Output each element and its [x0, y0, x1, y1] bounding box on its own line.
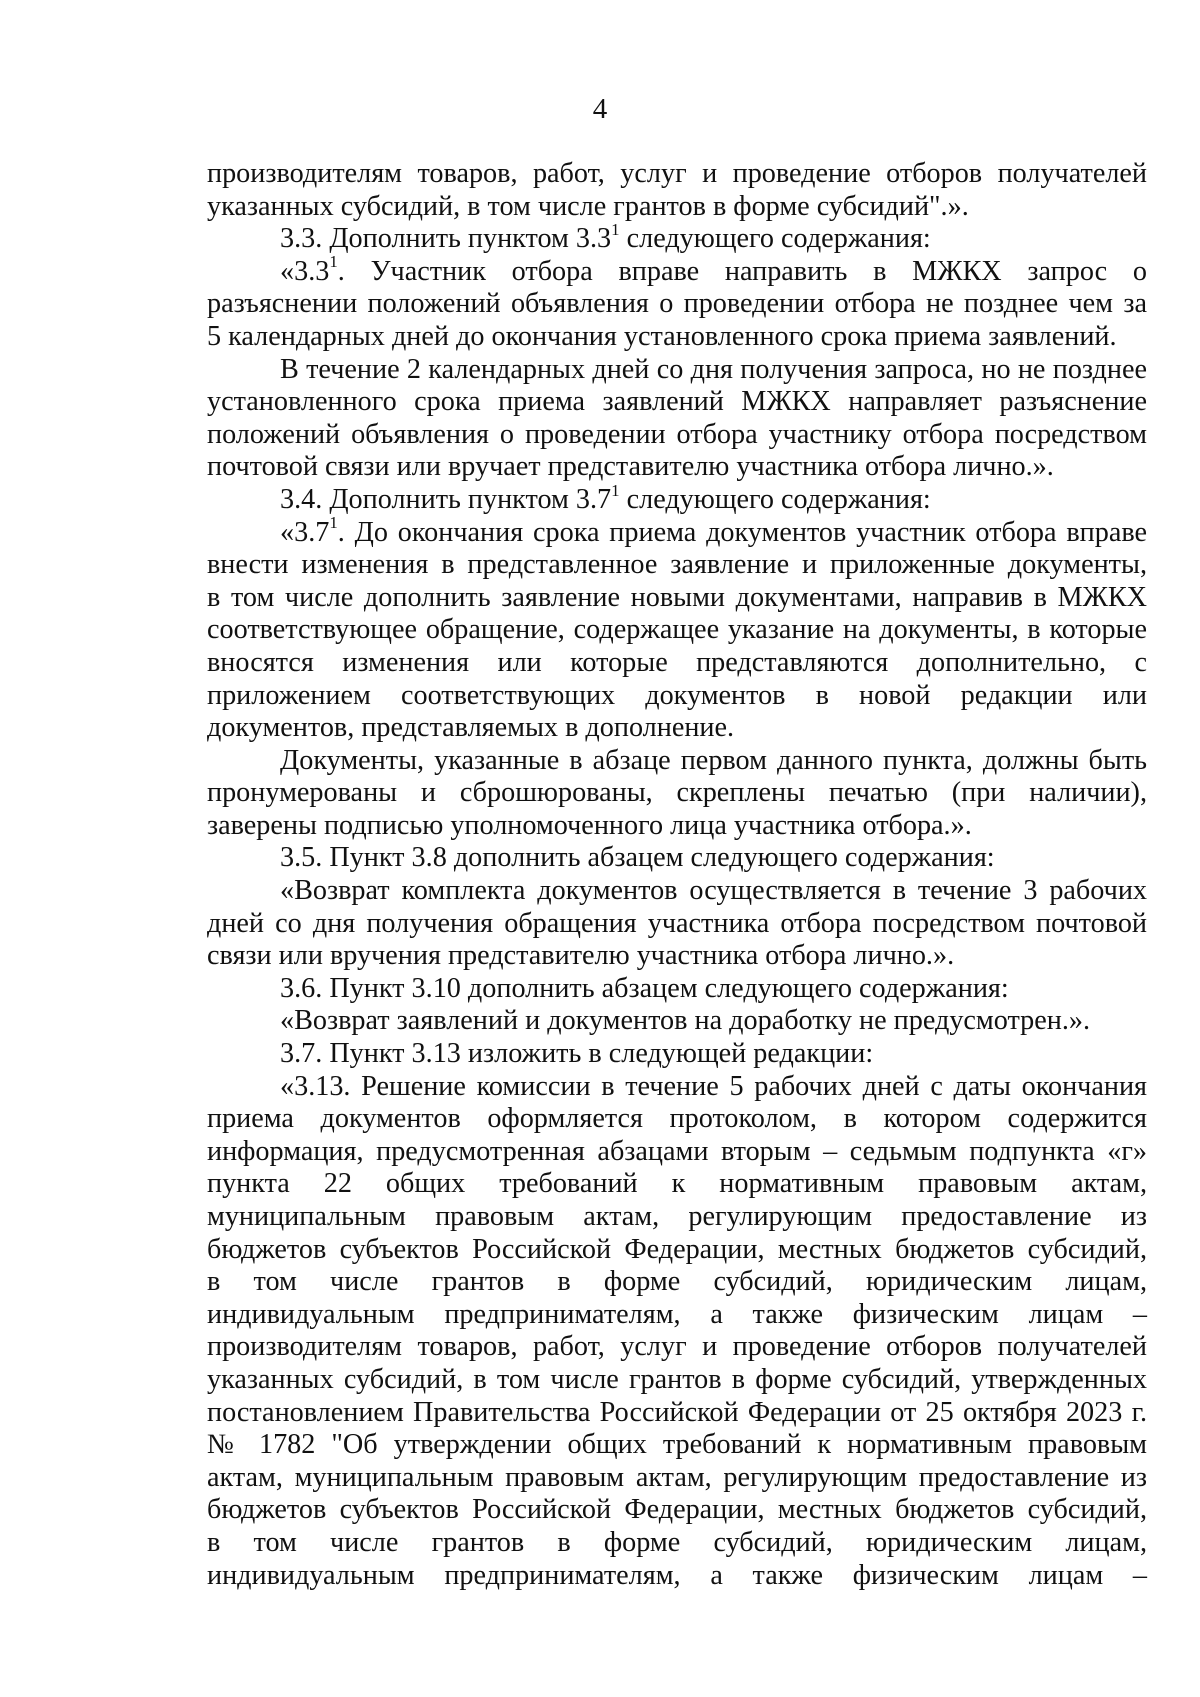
line-text: бюджетов субъектов Российской Федерации, местных бюджетов субсидий, — [207, 1494, 1147, 1526]
text-line — [207, 386, 1147, 419]
line-text: актам, муниципальным правовым актам, регулирующим предоставление из — [207, 1461, 1147, 1493]
superscript: 1 — [611, 480, 620, 500]
page-number: 4 — [592, 93, 608, 125]
line-text: 3.3. Дополнить пунктом 3.3 — [280, 223, 612, 255]
line-text: разъяснении положений объявления о проведении отбора не позднее чем за — [207, 288, 1147, 320]
line-text: вносятся изменения или которые представляются дополнительно, с — [207, 646, 1147, 678]
line-text: приема документов оформляется протоколом, в котором содержится — [207, 1103, 1147, 1135]
text-line — [207, 973, 1147, 1006]
line-text: информация, предусмотренная абзацами вторым – седьмым подпункта «г» — [207, 1135, 1147, 1167]
text-line — [207, 1364, 1147, 1397]
line-text: указанных субсидий, в том числе грантов в форме субсидий".». — [207, 190, 969, 222]
line-text: 3.4. Дополнить пунктом 3.7 — [280, 483, 612, 515]
text-line — [207, 842, 1147, 875]
text-line — [207, 1005, 1147, 1038]
line-text: бюджетов субъектов Российской Федерации, местных бюджетов субсидий, — [207, 1233, 1147, 1265]
text-line — [207, 1103, 1147, 1136]
line-text: В течение 2 календарных дней со дня получения запроса, но не позднее — [280, 353, 1147, 385]
text-line — [207, 288, 1147, 321]
line-text: связи или вручения представителю участника отбора лично.». — [207, 940, 955, 972]
line-text: в том числе грантов в форме субсидий, юридическим лицам, — [207, 1526, 1147, 1558]
line-text-continued: следующего содержания: — [619, 483, 931, 515]
line-text: в том числе дополнить заявление новыми документами, направив в МЖКХ — [207, 581, 1147, 613]
text-line — [207, 1234, 1147, 1267]
text-line — [207, 354, 1147, 387]
text-line — [207, 252, 1147, 289]
line-text: пункта 22 общих требований к нормативным правовым актам, — [207, 1168, 1147, 1200]
line-text: «Возврат заявлений и документов на доработку не предусмотрен.». — [280, 1005, 1091, 1037]
line-text-continued: . Участник отбора вправе направить в МЖКХ запрос о — [337, 255, 1147, 287]
text-line — [207, 1397, 1147, 1430]
text-line — [207, 1038, 1147, 1071]
line-text: № 1782 "Об утверждении общих требований к нормативным правовым — [207, 1429, 1147, 1461]
line-text: постановлением Правительства Российской Федерации от 25 октября 2023 г. — [207, 1396, 1147, 1428]
line-text-continued: . До окончания срока приема документов участник отбора вправе — [337, 516, 1147, 548]
text-line — [207, 940, 1147, 973]
text-line — [207, 1071, 1147, 1104]
text-line — [207, 1299, 1147, 1332]
line-text: дней со дня получения обращения участника отбора посредством почтовой — [207, 907, 1147, 939]
line-text: 3.7. Пункт 3.13 изложить в следующей редакции: — [280, 1038, 874, 1070]
line-text: 3.5. Пункт 3.8 дополнить абзацем следующего содержания: — [280, 842, 995, 874]
text-line — [207, 321, 1147, 354]
line-text: 5 календарных дней до окончания установленного срока приема заявлений. — [207, 320, 1117, 352]
superscript: 1 — [329, 513, 338, 533]
text-line — [207, 582, 1147, 615]
line-text: Документы, указанные в абзаце первом данного пункта, должны быть — [280, 744, 1147, 776]
text-line — [207, 1168, 1147, 1201]
line-text: пронумерованы и сброшюрованы, скреплены печатью (при наличии), — [207, 777, 1147, 809]
text-line — [207, 419, 1147, 452]
line-text: производителям товаров, работ, услуг и проведение отборов получателей — [207, 1331, 1147, 1363]
line-text: «3.13. Решение комиссии в течение 5 рабочих дней с даты окончания — [280, 1070, 1147, 1102]
text-line — [207, 191, 1147, 224]
text-line — [207, 1266, 1147, 1299]
line-text: указанных субсидий, в том числе грантов в форме субсидий, утвержденных — [207, 1363, 1147, 1395]
text-line — [207, 777, 1147, 810]
text-line — [207, 451, 1147, 484]
document-body — [207, 158, 1147, 1592]
line-text: приложением соответствующих документов в новой редакции или — [207, 679, 1147, 711]
superscript: 1 — [611, 219, 620, 239]
text-line — [207, 712, 1147, 745]
text-line — [207, 158, 1147, 191]
line-text: производителям товаров, работ, услуг и проведение отборов получателей — [207, 158, 1147, 189]
line-text: соответствующее обращение, содержащее указание на документы, в которые — [207, 614, 1147, 646]
text-line — [207, 1429, 1147, 1462]
text-line — [207, 647, 1147, 680]
text-line — [207, 549, 1147, 582]
text-line — [207, 1462, 1147, 1495]
line-text: внести изменения в представленное заявление и приложенные документы, — [207, 549, 1147, 581]
line-text: установленного срока приема заявлений МЖКХ направляет разъяснение — [207, 386, 1147, 418]
text-line — [207, 1527, 1147, 1560]
text-line — [207, 908, 1147, 941]
line-text-continued: следующего содержания: — [619, 223, 931, 255]
line-text: положений объявления о проведении отбора участнику отбора посредством — [207, 418, 1147, 450]
line-text: почтовой связи или вручает представителю участника отбора лично.». — [207, 451, 1054, 483]
text-line — [207, 1560, 1147, 1593]
line-text: документов, представляемых в дополнение. — [207, 712, 735, 744]
text-line — [207, 219, 1147, 256]
text-line — [207, 614, 1147, 647]
text-line — [207, 480, 1147, 517]
line-text: «Возврат комплекта документов осуществляется в течение 3 рабочих — [280, 875, 1147, 907]
text-line — [207, 1201, 1147, 1234]
text-line — [207, 875, 1147, 908]
text-line — [207, 680, 1147, 713]
line-text: индивидуальным предпринимателям, а также физическим лицам – — [207, 1298, 1147, 1330]
line-text: 3.6. Пункт 3.10 дополнить абзацем следующего содержания: — [280, 972, 1009, 1004]
line-text: муниципальным правовым актам, регулирующим предоставление из — [207, 1201, 1147, 1232]
text-line — [207, 513, 1147, 550]
text-line — [207, 1331, 1147, 1364]
line-text: «3.3 — [280, 255, 330, 287]
text-line — [207, 810, 1147, 843]
line-text: заверены подписью уполномоченного лица участника отбора.». — [207, 809, 972, 841]
line-text: «3.7 — [280, 516, 330, 548]
text-line — [207, 1494, 1147, 1527]
line-text: в том числе грантов в форме субсидий, юридическим лицам, — [207, 1266, 1147, 1298]
line-text: индивидуальным предпринимателям, а также физическим лицам – — [207, 1559, 1147, 1591]
text-line — [207, 745, 1147, 778]
superscript: 1 — [329, 252, 338, 272]
text-line — [207, 1136, 1147, 1169]
